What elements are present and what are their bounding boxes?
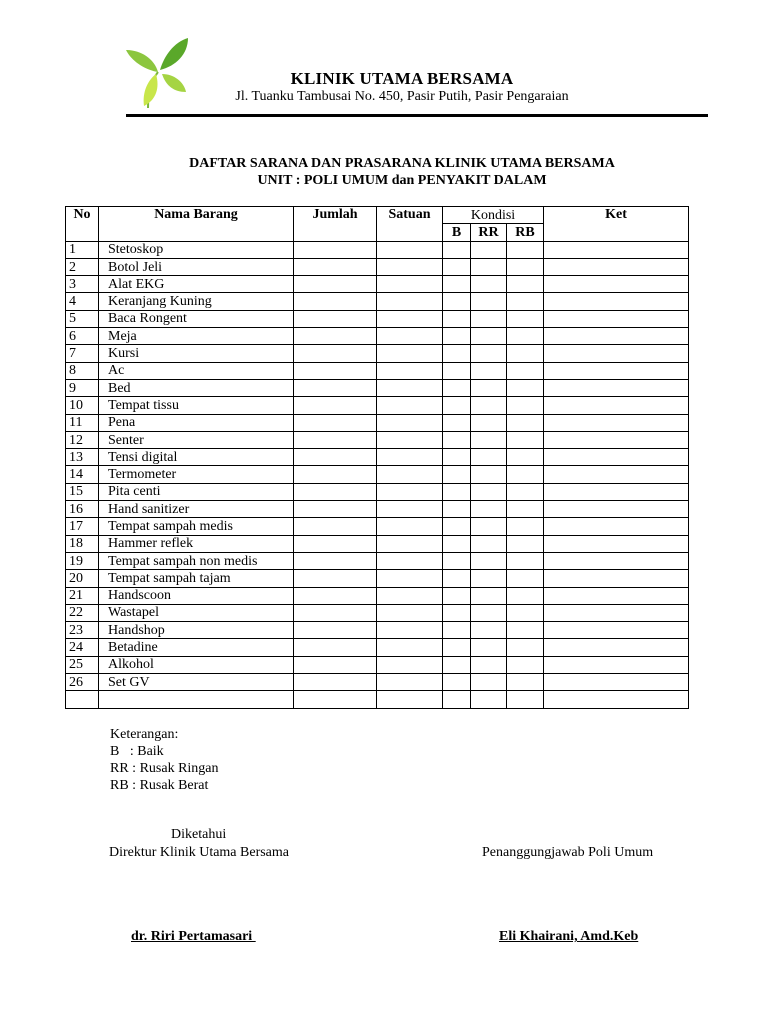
cell-kondisi-rr [471,535,507,552]
cell-no: 1 [66,241,99,258]
cell-no: 25 [66,656,99,673]
cell-no: 17 [66,518,99,535]
cell-kondisi-rb [507,379,544,396]
document-title: DAFTAR SARANA DAN PRASARANA KLINIK UTAMA BERSAMA [189,156,615,171]
cell-kondisi-rb [507,639,544,656]
cell-kondisi-b [443,483,471,500]
cell-ket [544,397,689,414]
cell-no: 18 [66,535,99,552]
cell-no: 20 [66,570,99,587]
cell-jumlah [294,604,377,621]
cell-jumlah [294,276,377,293]
cell-name: Meja [99,328,294,345]
cell-satuan [377,276,443,293]
header-kondisi-rb: RB [507,224,544,241]
cell-no: 13 [66,449,99,466]
cell-satuan [377,345,443,362]
cell-kondisi-b [443,518,471,535]
cell-kondisi-rb [507,241,544,258]
cell-kondisi-rb [507,431,544,448]
cell-kondisi-rr [471,241,507,258]
cell-satuan [377,604,443,621]
cell-name: Tempat sampah non medis [99,552,294,569]
cell-jumlah [294,501,377,518]
header-ket: Ket [544,207,689,242]
table-row [66,691,689,708]
table-row [66,674,689,691]
cell-jumlah [294,310,377,327]
cell-name: Alat EKG [99,276,294,293]
inventory-table [65,206,689,709]
cell-satuan [377,379,443,396]
cell-name: Hand sanitizer [99,501,294,518]
cell-satuan [377,310,443,327]
table-row [66,397,689,414]
cell-ket [544,258,689,275]
cell-jumlah [294,431,377,448]
cell-name: Pena [99,414,294,431]
cell-name: Stetoskop [99,241,294,258]
cell-no: 7 [66,345,99,362]
header-jumlah: Jumlah [294,207,377,242]
cell-kondisi-rb [507,674,544,691]
table-row [66,258,689,275]
table-row [66,501,689,518]
cell-no [66,691,99,708]
cell-name: Alkohol [99,656,294,673]
table-row [66,310,689,327]
director-title: Direktur Klinik Utama Bersama [109,845,290,860]
table-row [66,241,689,258]
table-row [66,449,689,466]
cell-no: 11 [66,414,99,431]
cell-kondisi-rr [471,431,507,448]
cell-ket [544,639,689,656]
cell-name: Baca Rongent [99,310,294,327]
cell-kondisi-b [443,587,471,604]
cell-satuan [377,691,443,708]
cell-no: 4 [66,293,99,310]
cell-kondisi-b [443,414,471,431]
cell-satuan [377,622,443,639]
table-row [66,466,689,483]
cell-satuan [377,656,443,673]
cell-jumlah [294,241,377,258]
table-row [66,535,689,552]
cell-satuan [377,639,443,656]
cell-satuan [377,570,443,587]
cell-name: Betadine [99,639,294,656]
cell-ket [544,518,689,535]
cell-kondisi-rr [471,449,507,466]
cell-kondisi-rb [507,466,544,483]
cell-kondisi-b [443,691,471,708]
cell-kondisi-rr [471,570,507,587]
cell-jumlah [294,449,377,466]
cell-no: 5 [66,310,99,327]
table-row [66,379,689,396]
table-row [66,587,689,604]
cell-kondisi-rb [507,328,544,345]
table-row [66,414,689,431]
cell-satuan [377,431,443,448]
cell-ket [544,293,689,310]
table-row [66,431,689,448]
cell-jumlah [294,639,377,656]
cell-no: 15 [66,483,99,500]
cell-satuan [377,362,443,379]
cell-name: Termometer [99,466,294,483]
cell-satuan [377,449,443,466]
cell-kondisi-rb [507,656,544,673]
cell-satuan [377,552,443,569]
cell-jumlah [294,362,377,379]
cell-ket [544,570,689,587]
cell-kondisi-rb [507,449,544,466]
cell-satuan [377,293,443,310]
cell-kondisi-b [443,674,471,691]
cell-jumlah [294,483,377,500]
cell-ket [544,604,689,621]
cell-kondisi-rb [507,587,544,604]
cell-jumlah [294,258,377,275]
cell-no: 12 [66,431,99,448]
cell-no: 16 [66,501,99,518]
header-kondisi: Kondisi [443,207,544,224]
legend-item-rb: RB : Rusak Berat [110,778,209,793]
inventory-table-body [66,241,689,708]
cell-no: 10 [66,397,99,414]
cell-no: 19 [66,552,99,569]
cell-kondisi-b [443,241,471,258]
table-row [66,345,689,362]
cell-kondisi-b [443,397,471,414]
cell-kondisi-rr [471,552,507,569]
cell-kondisi-b [443,362,471,379]
cell-satuan [377,535,443,552]
cell-no: 26 [66,674,99,691]
cell-no: 22 [66,604,99,621]
table-row [66,622,689,639]
cell-kondisi-rr [471,345,507,362]
cell-ket [544,379,689,396]
cell-ket [544,241,689,258]
header-kondisi-b: B [443,224,471,241]
legend-title: Keterangan: [110,727,179,742]
cell-no: 2 [66,258,99,275]
cell-kondisi-b [443,328,471,345]
cell-ket [544,328,689,345]
cell-kondisi-rr [471,397,507,414]
cell-name: Wastapel [99,604,294,621]
responsible-name: Eli Khairani, Amd.Keb [499,929,639,944]
cell-kondisi-rr [471,362,507,379]
cell-kondisi-b [443,501,471,518]
cell-kondisi-rb [507,362,544,379]
cell-name: Hammer reflek [99,535,294,552]
cell-jumlah [294,622,377,639]
cell-jumlah [294,293,377,310]
cell-satuan [377,328,443,345]
cell-ket [544,483,689,500]
cell-kondisi-b [443,622,471,639]
cell-satuan [377,241,443,258]
cell-no: 24 [66,639,99,656]
cell-no: 3 [66,276,99,293]
cell-name: Handshop [99,622,294,639]
cell-kondisi-rb [507,604,544,621]
table-row [66,570,689,587]
cell-jumlah [294,466,377,483]
cell-kondisi-b [443,466,471,483]
cell-kondisi-rr [471,622,507,639]
cell-name: Handscoon [99,587,294,604]
legend [110,726,219,794]
cell-ket [544,501,689,518]
leaf-logo-icon [118,30,196,110]
cell-no: 6 [66,328,99,345]
cell-kondisi-b [443,345,471,362]
header-no: No [66,207,99,242]
cell-kondisi-b [443,276,471,293]
cell-satuan [377,518,443,535]
cell-name: Kursi [99,345,294,362]
acknowledged-label: Diketahui [171,827,227,842]
cell-kondisi-rb [507,570,544,587]
cell-kondisi-b [443,431,471,448]
cell-kondisi-rb [507,552,544,569]
cell-satuan [377,397,443,414]
responsible-title: Penanggungjawab Poli Umum [482,845,654,860]
legend-item-rr: RR : Rusak Ringan [110,761,219,776]
cell-satuan [377,501,443,518]
cell-ket [544,674,689,691]
cell-jumlah [294,552,377,569]
cell-kondisi-rb [507,258,544,275]
cell-ket [544,345,689,362]
table-row [66,362,689,379]
cell-kondisi-b [443,656,471,673]
cell-kondisi-b [443,535,471,552]
cell-no: 14 [66,466,99,483]
header-name: Nama Barang [99,207,294,242]
cell-kondisi-rb [507,310,544,327]
cell-jumlah [294,414,377,431]
header-divider [126,114,708,117]
cell-name: Bed [99,379,294,396]
cell-name [99,691,294,708]
cell-ket [544,587,689,604]
cell-satuan [377,466,443,483]
cell-kondisi-rr [471,466,507,483]
cell-jumlah [294,656,377,673]
cell-jumlah [294,691,377,708]
cell-ket [544,552,689,569]
cell-kondisi-rr [471,276,507,293]
cell-name: Tempat tissu [99,397,294,414]
cell-kondisi-rb [507,501,544,518]
cell-jumlah [294,328,377,345]
cell-kondisi-rb [507,518,544,535]
cell-kondisi-rb [507,397,544,414]
table-row [66,604,689,621]
cell-kondisi-rb [507,622,544,639]
cell-no: 8 [66,362,99,379]
cell-jumlah [294,587,377,604]
cell-kondisi-rb [507,691,544,708]
cell-name: Keranjang Kuning [99,293,294,310]
cell-no: 21 [66,587,99,604]
cell-kondisi-b [443,604,471,621]
clinic-address: Jl. Tuanku Tambusai No. 450, Pasir Putih, Pasir Pengaraian [235,89,569,104]
table-row [66,483,689,500]
cell-name: Senter [99,431,294,448]
cell-jumlah [294,397,377,414]
cell-kondisi-rb [507,483,544,500]
cell-ket [544,431,689,448]
cell-kondisi-rb [507,345,544,362]
cell-jumlah [294,674,377,691]
cell-kondisi-rr [471,293,507,310]
cell-kondisi-rr [471,414,507,431]
legend-item-b: B : Baik [110,744,164,759]
cell-kondisi-b [443,379,471,396]
cell-kondisi-b [443,570,471,587]
cell-name: Tempat sampah tajam [99,570,294,587]
cell-name: Ac [99,362,294,379]
cell-ket [544,622,689,639]
cell-kondisi-rb [507,276,544,293]
table-row [66,293,689,310]
cell-kondisi-b [443,310,471,327]
table-row [66,328,689,345]
cell-name: Pita centi [99,483,294,500]
cell-satuan [377,483,443,500]
cell-jumlah [294,535,377,552]
table-row [66,639,689,656]
cell-kondisi-rb [507,414,544,431]
cell-kondisi-rr [471,379,507,396]
cell-kondisi-b [443,449,471,466]
cell-ket [544,449,689,466]
cell-kondisi-b [443,258,471,275]
table-row [66,518,689,535]
table-row [66,552,689,569]
cell-name: Tempat sampah medis [99,518,294,535]
table-header-row [66,207,689,224]
cell-kondisi-rr [471,483,507,500]
cell-satuan [377,414,443,431]
cell-kondisi-rr [471,518,507,535]
table-row [66,276,689,293]
director-name: dr. Riri Pertamasari [131,929,256,944]
header-satuan: Satuan [377,207,443,242]
clinic-name: KLINIK UTAMA BERSAMA [290,69,514,88]
cell-kondisi-rr [471,604,507,621]
cell-kondisi-rr [471,639,507,656]
cell-no: 23 [66,622,99,639]
cell-satuan [377,258,443,275]
cell-jumlah [294,345,377,362]
cell-satuan [377,587,443,604]
cell-kondisi-rr [471,587,507,604]
cell-kondisi-rr [471,258,507,275]
cell-jumlah [294,570,377,587]
cell-kondisi-rb [507,535,544,552]
cell-ket [544,414,689,431]
cell-kondisi-b [443,639,471,656]
document-subtitle: UNIT : POLI UMUM dan PENYAKIT DALAM [257,173,547,188]
cell-kondisi-rr [471,656,507,673]
cell-jumlah [294,379,377,396]
cell-ket [544,276,689,293]
cell-ket [544,691,689,708]
cell-kondisi-rr [471,310,507,327]
cell-kondisi-rr [471,328,507,345]
cell-name: Botol Jeli [99,258,294,275]
cell-jumlah [294,518,377,535]
cell-name: Tensi digital [99,449,294,466]
cell-kondisi-rb [507,293,544,310]
cell-kondisi-rr [471,691,507,708]
cell-ket [544,656,689,673]
cell-ket [544,362,689,379]
cell-kondisi-rr [471,501,507,518]
cell-ket [544,466,689,483]
header-kondisi-rr: RR [471,224,507,241]
cell-satuan [377,674,443,691]
cell-name: Set GV [99,674,294,691]
cell-ket [544,310,689,327]
cell-no: 9 [66,379,99,396]
cell-kondisi-rr [471,674,507,691]
cell-kondisi-b [443,293,471,310]
table-row [66,656,689,673]
cell-kondisi-b [443,552,471,569]
cell-ket [544,535,689,552]
